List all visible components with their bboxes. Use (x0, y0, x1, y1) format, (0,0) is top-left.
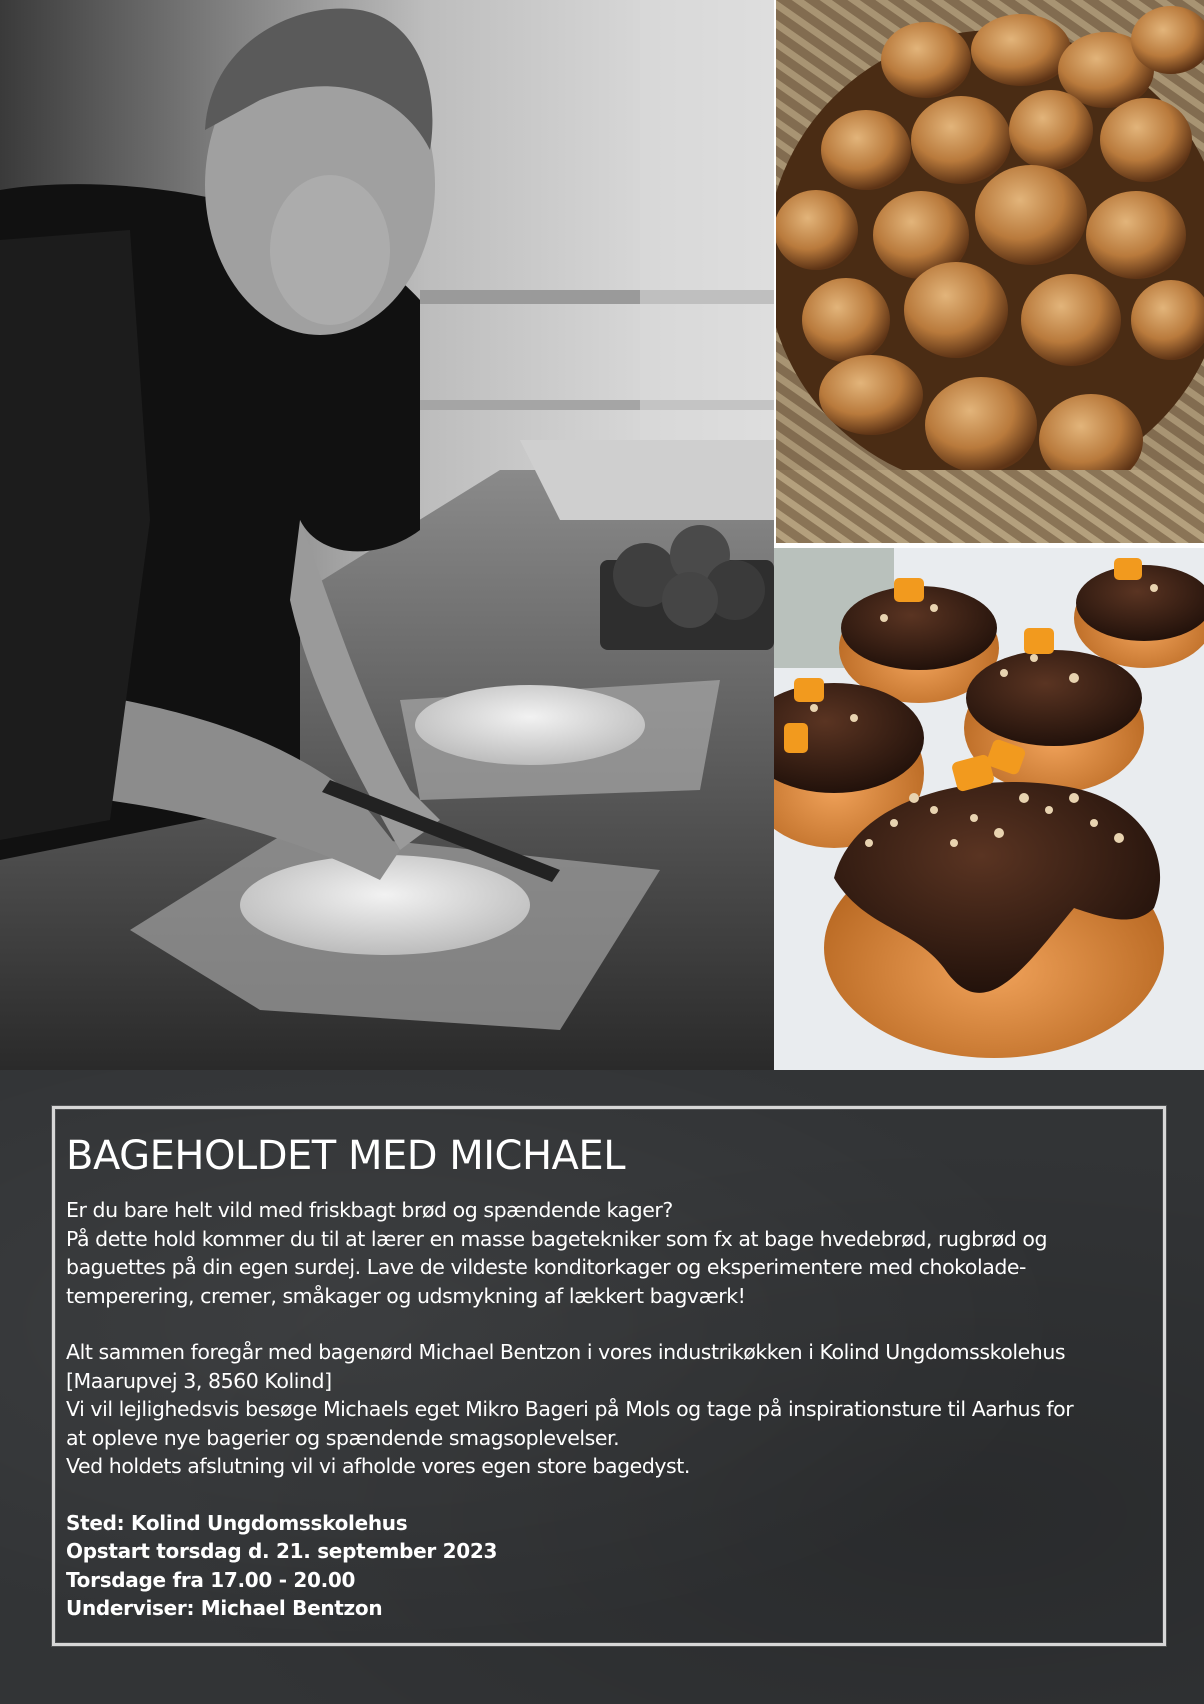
detail-place: Sted: Kolind Ungdomsskolehus (66, 1510, 408, 1535)
body-line: Alt sammen foregår med bagenørd Michael Bentzon i vores industrikøkken i Kolind Ungdomsskolehus (66, 1340, 1066, 1364)
intro-line: temperering, cremer, småkager og udsmykning af lækkert bagværk! (66, 1283, 746, 1308)
body-line: Ved holdets afslutning vil vi afholde vores egen store bagedyst. (66, 1454, 690, 1478)
bread-buns-photo (776, 0, 1204, 543)
intro-line: Er du bare helt vild med friskbagt brød og spændende kager? (66, 1198, 673, 1222)
body-line: Vi vil lejlighedsvis besøge Michaels eget Mikro Bageri på Mols og tage på inspirationsture til Aarhus for (66, 1397, 1074, 1421)
detail-time: Torsdage fra 17.00 - 20.00 (66, 1567, 356, 1592)
detail-teacher: Underviser: Michael Bentzon (66, 1596, 383, 1620)
course-details (66, 1509, 1146, 1623)
body-line: [Maarupvej 3, 8560 Kolind] (66, 1368, 332, 1393)
body-line: at opleve nye bagerier og spændende smagsoplevelser. (66, 1425, 620, 1450)
chocolate-pastries-photo (774, 548, 1204, 1070)
poster-content (66, 1130, 1146, 1623)
detail-start: Opstart torsdag d. 21. september 2023 (66, 1539, 498, 1563)
intro-line: baguettes på din egen surdej. Lave de vildeste konditorkager og eksperimentere med chokolade- (66, 1255, 1026, 1279)
poster-title: BAGEHOLDET MED MICHAEL (66, 1133, 625, 1179)
baker-photo (0, 0, 774, 1070)
chalkboard-panel (0, 1070, 1204, 1704)
body-paragraph (66, 1338, 1146, 1481)
paragraph-spacer (66, 1310, 1146, 1338)
paragraph-spacer (66, 1481, 1146, 1509)
intro-line: På dette hold kommer du til at lærer en masse bagetekniker som fx at bage hvedebrød, rugbrød og (66, 1226, 1048, 1251)
intro-paragraph (66, 1196, 1146, 1310)
